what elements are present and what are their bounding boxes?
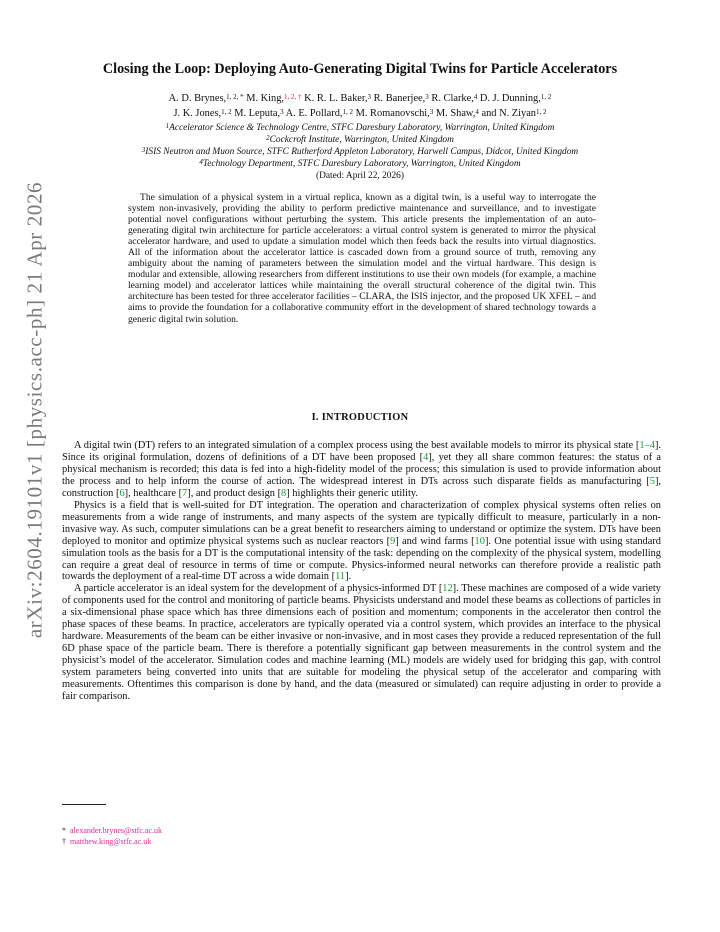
citation-link[interactable]: 11	[335, 571, 346, 583]
date-line: (Dated: April 22, 2026)	[315, 171, 404, 182]
author: A. E. Pollard,$^{1, 2}$	[285, 107, 353, 119]
citation-link[interactable]: 12	[442, 583, 453, 595]
body-text-run: Physics is a field that is well-suited for DT integration. The operation and characterization of complex physical systems often relies on measurements from a wide range of instruments, and many aspects of the system are typically difficult to measure, particularly in a non-invasive way. As such, computer simulations can be a great benefit to researchers aiming to understand or optimize the system. DTs have been deployed to monitor and optimize physical systems such as nuclear reactors [	[62, 499, 661, 547]
citation-link[interactable]: 10	[474, 535, 485, 547]
affiliations	[40, 122, 680, 182]
affiliation: $^2$Cockcroft Institute, Warrington, United Kingdom	[266, 134, 454, 146]
body-text-run: ]. These machines are composed of a wide variety of components used for the control and monitoring of particle beams. Physicists understand and model these beams as collections of particles in a six-dimensional phase space which has three dimensions each of position and momentum; components in the accelerator then control the phase spaces of these beams. In practice, accelerators are typically operated via a control system, which provides an interface to the physical hardware. Measurements of the beam can be either invasive or non-invasive, and in most cases they provide a reduced representation of the full 6D phase space of the particle beam. There is therefore a potentially significant gap between measurements in the control system and the physicist’s model of the accelerator. Simulation codes and machine learning (ML) models are widely used for bridging this gap, with control system parameters being converted into units that are suitable for modeling the physical setup of the accelerator and comparing with measurements. Oftentimes this comparison is done by hand, and the data (measured or simulated) can require adjusting in order to provide a fair comparison.	[62, 583, 662, 703]
affiliation: $^1$Accelerator Science & Technology Centre, STFC Daresbury Laboratory, Warrington, United Kingdom	[165, 121, 555, 133]
author-list	[60, 91, 660, 121]
body-text-run: ] and wind farms [	[395, 535, 475, 547]
body-text-run: ], healthcare [	[124, 487, 183, 499]
affiliation: $^3$ISIS Neutron and Muon Source, STFC Rutherford Appleton Laboratory, Harwell Campus, Didcot, United Kingdom	[141, 146, 579, 158]
affiliation: $^4$Technology Department, STFC Daresbury Laboratory, Warrington, United Kingdom	[199, 158, 521, 170]
body-text-run: A particle accelerator is an ideal system for the development of a physics-informed DT [	[74, 583, 443, 595]
body-text-run: ]. Since its original formulation, dozens of definitions of a DT have been proposed [	[62, 440, 661, 463]
author: A. D. Brynes,$^{1, 2, *}$	[168, 92, 244, 104]
footnote	[62, 825, 162, 836]
author: K. R. L. Baker,$^3$	[304, 92, 372, 104]
author: R. Clarke,$^4$	[431, 92, 478, 104]
paper-title: Closing the Loop: Deploying Auto-Generating Digital Twins for Particle Accelerators	[102, 61, 618, 77]
body-text	[62, 440, 661, 703]
email-link[interactable]: matthew.king@stfc.ac.uk	[70, 837, 152, 846]
author: and N. Ziyan$^{1, 2}$	[481, 107, 547, 119]
section-heading: I. INTRODUCTION	[311, 412, 409, 423]
citation-link[interactable]: 5	[649, 475, 655, 487]
citation-link[interactable]: 7	[182, 487, 188, 499]
body-text-run: ], construction [	[62, 475, 661, 499]
footnote-rule	[62, 804, 106, 805]
body-text-run: ] highlights their generic utility.	[286, 487, 419, 499]
footnote-mark: *	[62, 826, 66, 835]
author: D. J. Dunning,$^{1, 2}$	[479, 92, 552, 104]
author: J. K. Jones,$^{1, 2}$	[173, 107, 232, 119]
citation-link[interactable]: 1–4	[639, 440, 655, 451]
abstract: The simulation of a physical system in a virtual replica, known as a digital twin, is a useful way to interrogate the system non-invasively, providing the ability to perform predictive maintenance and surveillance, and to investigate potential novel configurations without perturbing the system. This article presents the implementation of an auto-generating digital twin architecture for particle accelerators: a virtual control system is generated to mirror the physical accelerator hardware, and used to update a simulation model which then feeds back the results into virtual diagnostics. All of the information about the accelerator lattice is cascaded down from a ground source of truth, removing any ambiguity about the naming of parameters between the simulation model and the virtual hardware. This design is modular and extensible, allowing researchers from different institutions to use their own models (for example, a machine learning model) and accelerator lattices while maintaining the overall structural coherence of the digital twin. This architecture has been tested for three accelerator facilities – CLARA, the ISIS injector, and the proposed UK XFEL – and aims to provide the foundation for a collaborative community effort in the development of shared technology towards a generic digital twin solution.	[128, 192, 596, 325]
footnote	[62, 836, 162, 847]
arxiv-sidebar	[20, 150, 50, 670]
paragraph	[62, 583, 661, 703]
citation-link[interactable]: 8	[281, 487, 287, 499]
footnotes	[62, 825, 162, 847]
citation-link[interactable]: 9	[390, 535, 396, 547]
paragraph	[62, 500, 661, 584]
author: M. Romanovschi,$^3$	[355, 107, 434, 119]
citation-link[interactable]: 6	[119, 487, 125, 499]
email-link[interactable]: alexander.brynes@stfc.ac.uk	[70, 826, 162, 835]
author: M. Shaw,$^4$	[435, 107, 479, 119]
footnote-mark: †	[62, 837, 66, 846]
body-text-run: ].	[345, 571, 352, 583]
body-text-run: ], yet they all share common features: the status of a physical mechanism is recorded; this data is fed into a high-fidelity model of the process; this simulation is used to provide information about the process and to help inform the course of action. The widespread interest in DTs across such disparate fields as manufacturing [	[62, 451, 661, 487]
citation-link[interactable]: 4	[423, 451, 429, 463]
body-text-run: A digital twin (DT) refers to an integrated simulation of a complex process using the best available models to mirror its physical state [	[74, 440, 640, 451]
body-text-run: ], and product design [	[187, 487, 282, 499]
author: R. Banerjee,$^3$	[373, 92, 429, 104]
body-text-run: ]. One potential issue with using standard simulation tools as the basis for a DT is the computational intensity of the task: depending on the complexity of the physical system, modelling can require a great deal of resource in terms of time or compute. Physics-informed neural networks can therefore provide a realistic path towards the deployment of a real-time DT across a wide domain [	[62, 535, 661, 583]
author: M. King,$^{1, 2, \dagger}$	[246, 92, 302, 104]
paragraph	[62, 440, 661, 500]
arxiv-identifier: arXiv:2604.19101v1 [physics.acc-ph] 21 Apr 2026	[22, 181, 47, 639]
author: M. Leputa,$^3$	[234, 107, 284, 119]
